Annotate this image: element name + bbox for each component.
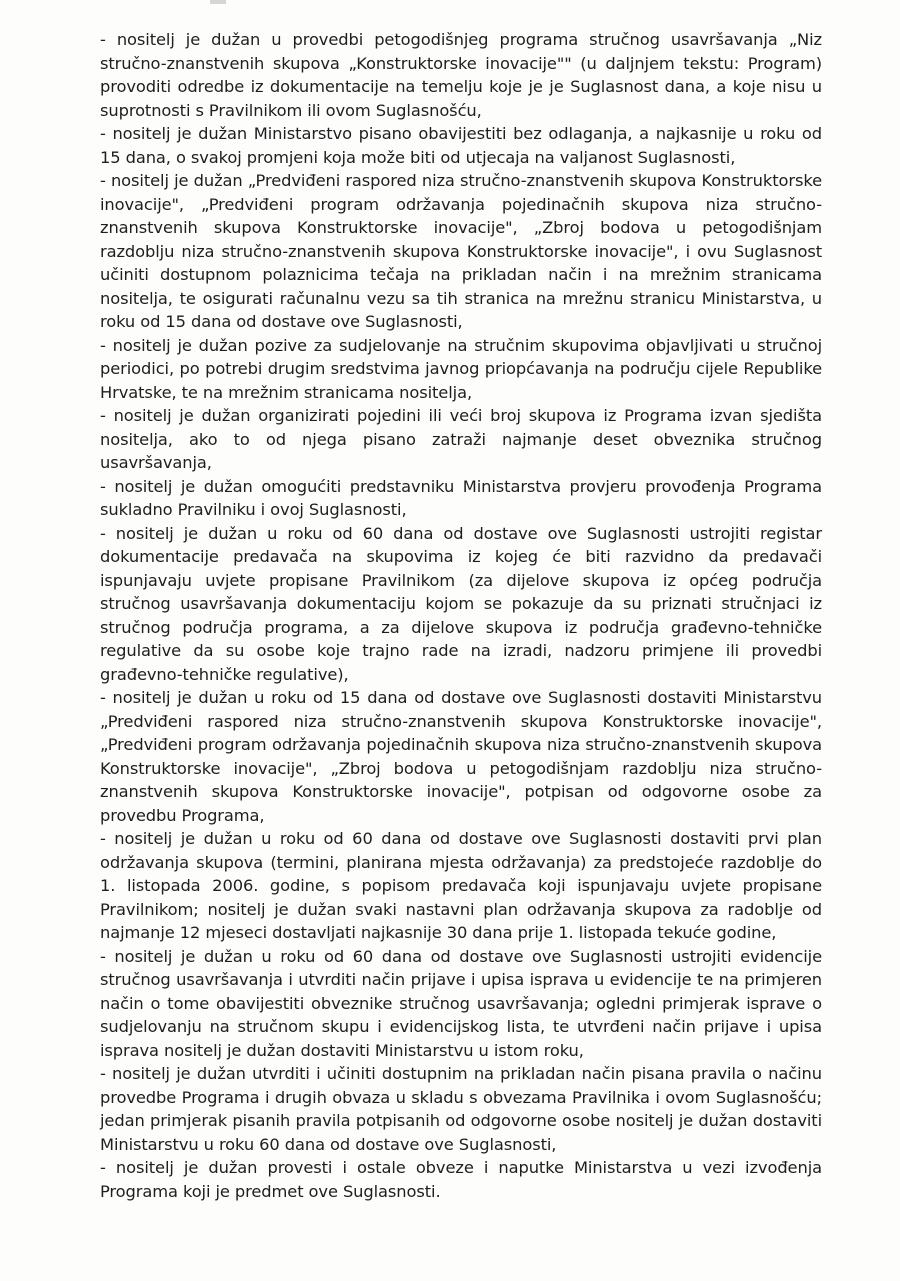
obligation-paragraph: - nositelj je dužan organizirati pojedini ili veći broj skupova iz Programa izvan sjedišta nositelja, ako to od njega pisano zatraži najmanje deset obveznika stručnog usavršavanja,: [100, 406, 822, 472]
obligation-paragraph: - nositelj je dužan „Predviđeni raspored niza stručno-znanstvenih skupova Konstruktorske inovacije", „Predviđeni program održavanja pojedinačnih skupova niza stručno-znanstvenih skupova Konstruktorske inovacije", „Zbroj bodova u petogodišnjam razdoblju niza stručno-znanstvenih skupova Konstruktorske inovacije", i ovu Suglasnost učiniti dostupnom polaznicima tečaja na prikladan način i na mrežnim stranicama nositelja, te osigurati računalnu vezu sa tih stranica na mrežnu stranicu Ministarstva, u roku od 15 dana od dostave ove Suglasnosti,: [100, 171, 822, 331]
obligation-paragraph: - nositelj je dužan u roku od 60 dana od dostave ove Suglasnosti dostaviti prvi plan održavanja skupova (termini, planirana mjesta održavanja) za predstojeće razdoblje do 1. listopada 2006. godine, s popisom predavača koji ispunjavaju uvjete propisane Pravilnikom; nositelj je dužan svaki nastavni plan održavanja skupova za radoblje od najmanje 12 mjeseci dostavljati najkasnije 30 dana prije 1. listopada tekuće godine,: [100, 829, 822, 942]
obligation-paragraph: - nositelj je dužan omogućiti predstavniku Ministarstva provjeru provođenja Programa sukladno Pravilniku i ovoj Suglasnosti,: [100, 476, 822, 519]
obligation-paragraph: - nositelj je dužan u roku od 15 dana od dostave ove Suglasnosti dostaviti Ministarstvu „Predviđeni raspored niza stručno-znanstvenih skupova Konstruktorske inovacije", „Predviđeni program održavanja pojedinačnih skupova niza stručno-znanstvenih skupova Konstruktorske inovacije", „Zbroj bodova u petogodišnjam razdoblju niza stručno-znanstvenih skupova Konstruktorske inovacije", potpisan od odgovorne osobe za provedbu Programa,: [100, 688, 822, 825]
obligation-paragraph: - nositelj je dužan u roku od 60 dana od dostave ove Suglasnosti ustrojiti evidencije stručnog usavršavanja i utvrditi način prijave i upisa isprava u evidencije te na primjeren način o tome obavijestiti obveznike stručnog usavršavanja; ogledni primjerak isprave o sudjelovanju na stručnom skupu i evidencijskog lista, te utvrđeni način prijave i upisa isprava nositelj je dužan dostaviti Ministarstvu u istom roku,: [100, 946, 822, 1060]
obligation-paragraph: - nositelj je dužan u provedbi petogodišnjeg programa stručnog usavršavanja „Niz stručno-znanstvenih skupova „Konstruktorske inovacije"" (u daljnjem tekstu: Program) provoditi odredbe iz dokumentacije na temelju koje je je Suglasnost dana, a koje nisu u suprotnosti s Pravilnikom ili ovom Suglasnošću,: [100, 30, 822, 120]
obligation-paragraph: - nositelj je dužan u roku od 60 dana od dostave ove Suglasnosti ustrojiti registar dokumentacije predavača na skupovima iz kojeg će biti razvidno da predavači ispunjavaju uvjete propisane Pravilnikom (za dijelove skupova iz općeg područja stručnog usavršavanja dokumentaciju kojom se pokazuje da su priznati stručnjaci iz stručnog područja programa, a za dijelove skupova iz područja građevno-tehničke regulative da su osobe koje trajno rade na izradi, nadzoru primjene ili provedbi građevno-tehničke regulative),: [100, 523, 822, 684]
obligation-paragraph: - nositelj je dužan utvrditi i učiniti dostupnim na prikladan način pisana pravila o načinu provedbe Programa i drugih obvaza u skladu s obvezama Pravilnika i ovom Suglasnošću; jedan primjerak pisanih pravila potpisanih od odgovorne osobe nositelj je dužan dostaviti Ministarstvu u roku 60 dana od dostave ove Suglasnosti,: [100, 1064, 822, 1154]
obligation-paragraph: - nositelj je dužan Ministarstvo pisano obavijestiti bez odlaganja, a najkasnije u roku od 15 dana, o svakoj promjeni koja može biti od utjecaja na valjanost Suglasnosti,: [100, 124, 822, 167]
obligation-paragraph: - nositelj je dužan pozive za sudjelovanje na stručnim skupovima objavljivati u stručnoj periodici, po potrebi drugim sredstvima javnog priopćavanja na području cijele Republike Hrvatske, te na mrežnim stranicama nositelja,: [100, 335, 822, 402]
obligation-paragraph: - nositelj je dužan provesti i ostale obveze i naputke Ministarstva u vezi izvođenja Programa koji je predmet ove Suglasnosti.: [100, 1158, 822, 1201]
